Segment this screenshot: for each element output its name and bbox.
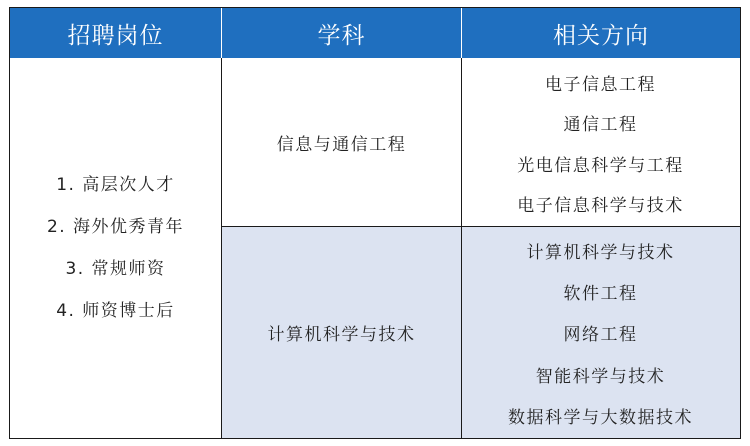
header-directions: 相关方向 — [553, 22, 649, 49]
subject-cell: 计算机科学与技术 — [267, 325, 416, 345]
direction-item: 电子信息科学与技术 — [517, 196, 684, 217]
directions-cell — [461, 230, 740, 436]
recruitment-table — [9, 7, 741, 439]
subject-cell: 信息与通信工程 — [276, 134, 407, 155]
direction-item: 软件工程 — [563, 284, 638, 305]
directions-cell — [461, 62, 740, 224]
header-subject: 学科 — [317, 22, 366, 49]
position-item: 4. 师资博士后 — [56, 301, 175, 321]
direction-item: 电子信息工程 — [545, 74, 656, 95]
direction-item: 网络工程 — [563, 325, 638, 346]
direction-item: 数据科学与大数据技术 — [508, 407, 693, 428]
direction-item: 计算机科学与技术 — [526, 243, 675, 264]
header-positions: 招聘岗位 — [67, 22, 164, 49]
direction-item: 通信工程 — [563, 115, 638, 136]
position-item: 2. 海外优秀青年 — [46, 217, 185, 237]
positions-cell — [10, 58, 221, 438]
direction-item: 光电信息科学与工程 — [517, 155, 684, 176]
table-header — [10, 8, 740, 58]
position-item: 3. 常规师资 — [65, 259, 166, 279]
position-item: 1. 高层次人才 — [56, 175, 175, 195]
direction-item: 智能科学与技术 — [535, 366, 666, 387]
